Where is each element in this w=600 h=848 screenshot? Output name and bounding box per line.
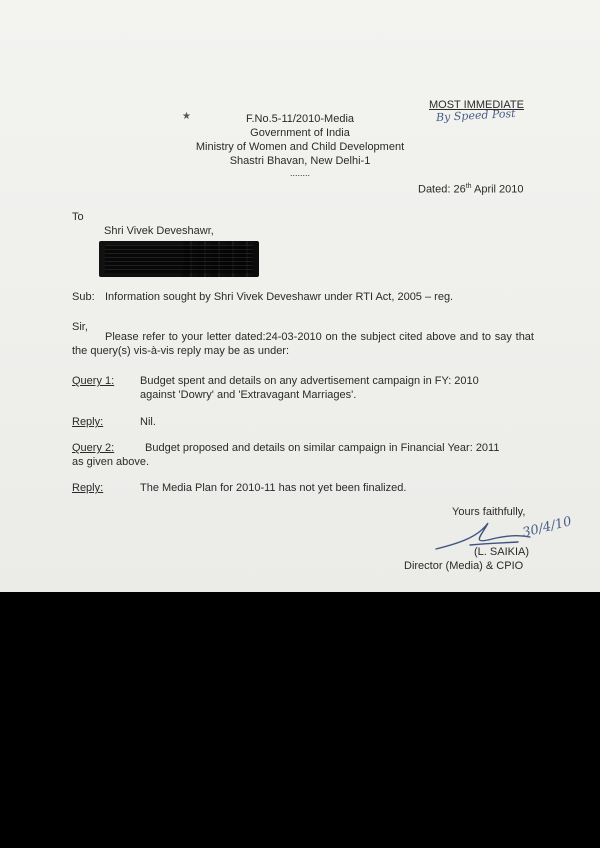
file-number: F.No.5-11/2010-Media bbox=[245, 113, 355, 125]
to-label: To bbox=[72, 211, 84, 223]
ministry-line: Ministry of Women and Child Development bbox=[195, 141, 405, 153]
closing-yours-faithfully: Yours faithfully, bbox=[452, 506, 526, 518]
subject-label: Sub: bbox=[72, 291, 95, 303]
handwritten-speed-post-note: By Speed Post bbox=[435, 106, 516, 125]
signature-date: 30/4/10 bbox=[520, 514, 574, 541]
asterisk-mark: ★ bbox=[182, 111, 191, 122]
redacted-address-block bbox=[99, 241, 259, 277]
recipient-name: Shri Vivek Deveshawr, bbox=[104, 225, 214, 237]
address-line: Shastri Bhavan, New Delhi-1 bbox=[229, 155, 371, 167]
date-line: Dated: 26th April 2010 bbox=[418, 183, 524, 196]
query-1-text: Budget spent and details on any advertisement campaign in FY: 2010 bbox=[140, 375, 479, 387]
dots-separator: ........ bbox=[289, 168, 311, 178]
query-2-label: Query 2: bbox=[72, 442, 115, 454]
query-1-label: Query 1: bbox=[72, 375, 115, 387]
query-1-text-cont: against 'Dowry' and 'Extravagant Marriages'. bbox=[140, 389, 357, 401]
intro-paragraph: Please refer to your letter dated:24-03-2010 on the subject cited above and to say that the query(s) vis-à-vis reply may be as under: bbox=[72, 331, 534, 357]
signatory-designation: Director (Media) & CPIO bbox=[404, 560, 524, 572]
query-2-text-cont: as given above. bbox=[72, 456, 150, 468]
government-line: Government of India bbox=[250, 127, 350, 139]
salutation: Sir, bbox=[72, 321, 88, 333]
black-scan-border bbox=[0, 592, 600, 848]
reply-2-label: Reply: bbox=[72, 482, 104, 494]
priority-label: MOST IMMEDIATE bbox=[429, 99, 524, 111]
reply-1-label: Reply: bbox=[72, 416, 104, 428]
subject-text: Information sought by Shri Vivek Deveshawr under RTI Act, 2005 – reg. bbox=[105, 291, 454, 303]
reply-2-text: The Media Plan for 2010-11 has not yet been finalized. bbox=[140, 482, 407, 494]
query-2-text: Budget proposed and details on similar campaign in Financial Year: 2011 bbox=[145, 442, 500, 454]
signatory-name: (L. SAIKIA) bbox=[474, 546, 530, 558]
reply-1-text: Nil. bbox=[140, 416, 156, 428]
